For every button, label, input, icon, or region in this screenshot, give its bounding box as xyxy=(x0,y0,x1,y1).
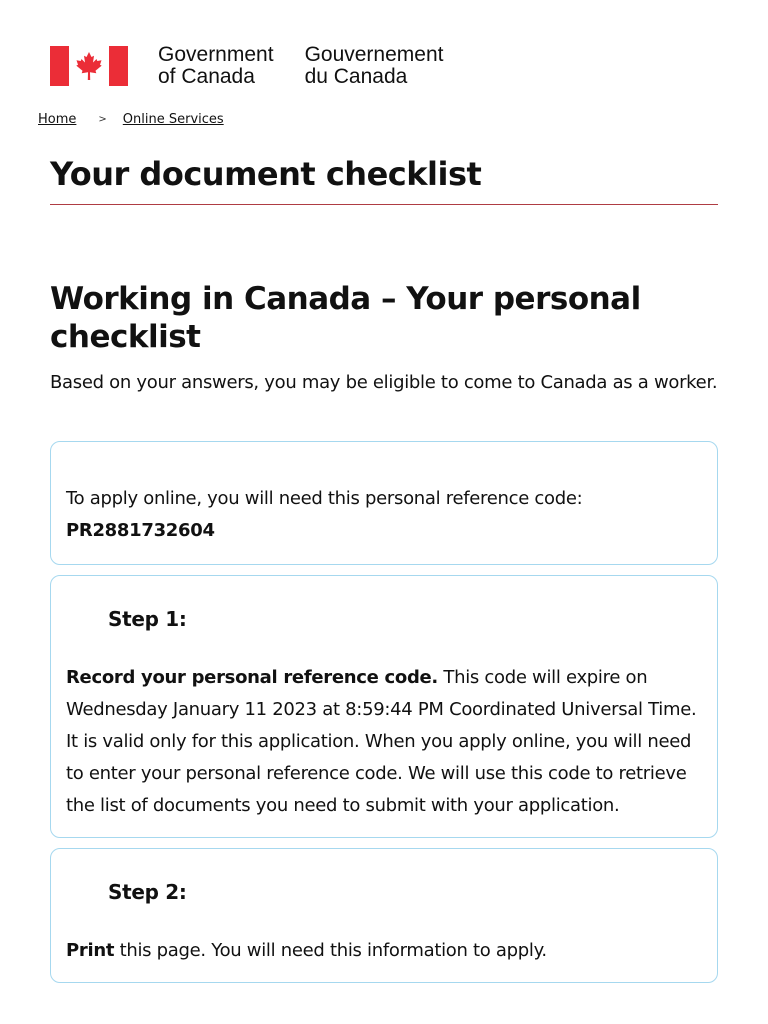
canada-flag-icon[interactable] xyxy=(50,46,128,86)
wordmark-english xyxy=(158,44,274,88)
reference-code-card xyxy=(50,441,718,565)
site-header xyxy=(50,44,443,90)
wordmark-fr-line1: Gouvernement xyxy=(304,43,444,66)
wordmark-french xyxy=(305,44,444,88)
step-2-title: Step 2: xyxy=(108,880,187,904)
intro-text: Based on your answers, you may be eligible to come to Canada as a worker. xyxy=(50,372,718,393)
reference-code-label: To apply online, you will need this personal reference code: xyxy=(66,488,583,509)
step-1-title: Step 1: xyxy=(108,607,187,631)
reference-code-value: PR2881732604 xyxy=(66,520,215,541)
step-1-body xyxy=(66,662,699,822)
step-2-body xyxy=(66,935,699,967)
step-1-card xyxy=(50,575,718,838)
reference-code-text xyxy=(66,483,699,547)
section-heading: Working in Canada – Your personal checklist xyxy=(50,281,641,355)
breadcrumb-home-link[interactable]: Home xyxy=(38,112,77,127)
page-title: Your document checklist xyxy=(50,152,718,205)
breadcrumb xyxy=(38,112,224,127)
breadcrumb-online-services-link[interactable]: Online Services xyxy=(122,112,224,127)
step-2-text: this page. You will need this information to apply. xyxy=(114,940,547,961)
wordmark-en-line1: Government xyxy=(158,43,274,66)
breadcrumb-separator-icon: > xyxy=(98,114,107,125)
step-1-emphasis: Record your personal reference code. xyxy=(66,667,438,688)
wordmark-fr-line2: du Canada xyxy=(304,65,408,88)
step-1-text: This code will expire on Wednesday January 11 2023 at 8:59:44 PM Coordinated Universal Time. It is valid only for this application. When you apply online, you will need to enter your personal reference code. We will use this code to retrieve the list of documents you need to submit with your application. xyxy=(66,667,697,816)
step-2-card xyxy=(50,848,718,983)
wordmark-en-line2: of Canada xyxy=(158,65,255,88)
step-2-emphasis: Print xyxy=(66,940,115,961)
